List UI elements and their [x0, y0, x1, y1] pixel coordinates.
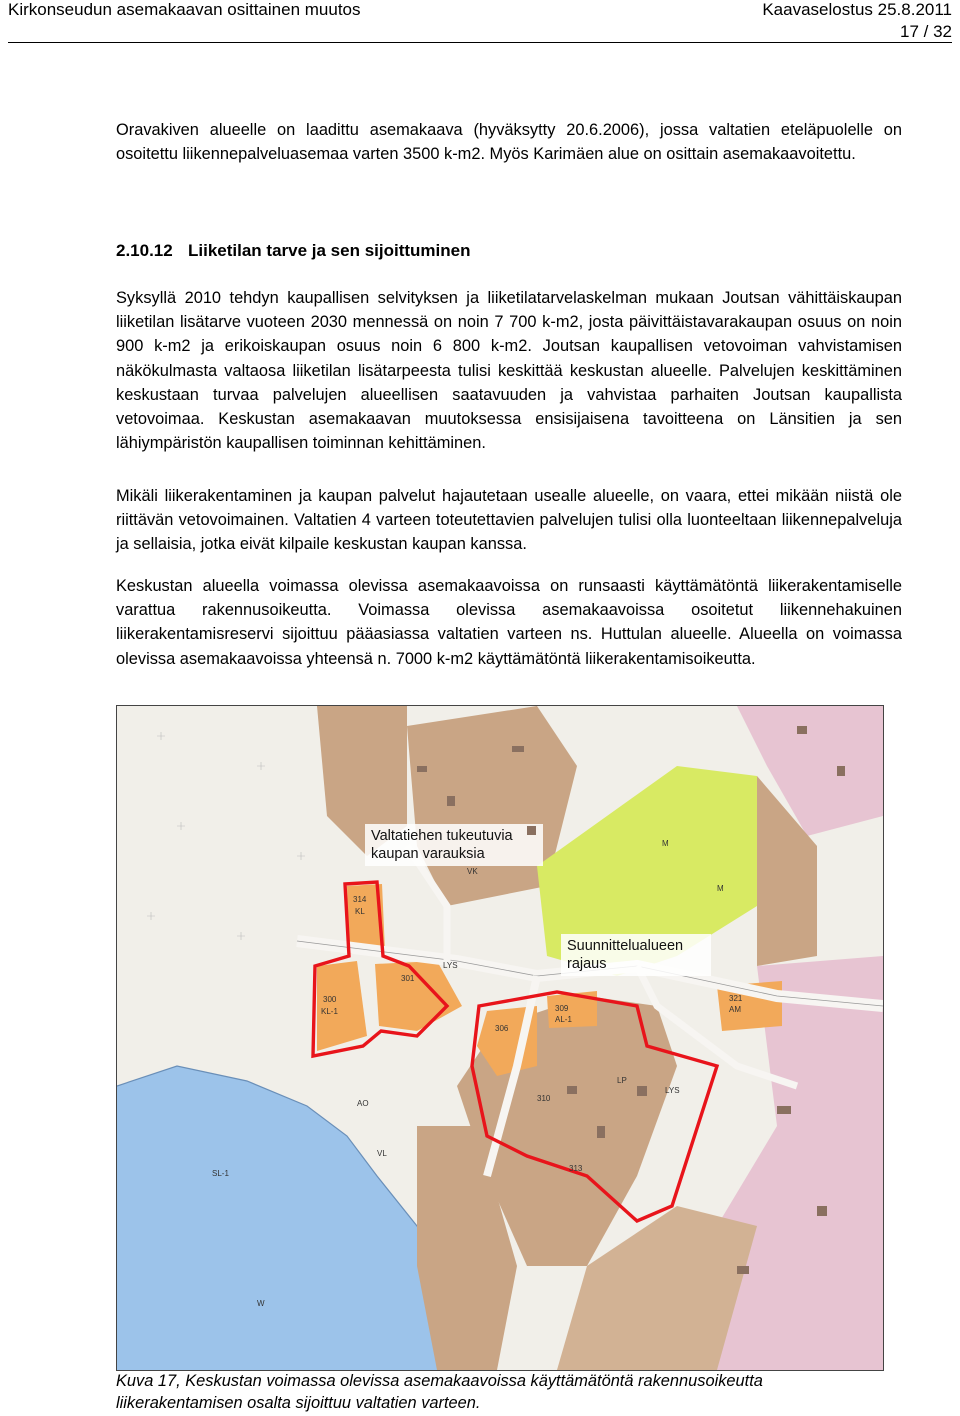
label-lys-1: LYS — [443, 961, 458, 970]
paragraph-liiketila: Syksyllä 2010 tehdyn kaupallisen selvityksen ja liiketilatarvelaskelman mukaan Joutsan vähittäiskaupan liiketilan lisätarve vuoteen 2030 mennessä on noin 7 700 k-m2, josta päivittäistavarakaupan osuus on noin 900 k-m2 ja erikoiskaupan osuus noin 6 800 k-m2. Joutsan kaupallisen vetovoiman vahvistamisen näkökulmasta valtaosa liiketilan lisätarpeesta tulisi keskittää keskustan alueelle. Palvelujen keskittäminen keskustaan turvaa palvelujen alueellisen saatavuuden ja vahvistaa parhaiten Joutsan kaupallista vetovoimaa. Keskustan asemakaavan muutoksessa ensisijaisena tavoitteena on Länsitien ja sen lähiympäristön kaupallisen toiminnan kehittäminen. — [116, 289, 902, 453]
section-number: 2.10.12 — [116, 241, 173, 260]
label-m-2: M — [717, 884, 724, 893]
label-lp: LP — [617, 1076, 627, 1085]
zoning-map — [117, 706, 883, 1370]
section-heading — [116, 241, 902, 261]
caption-line-1: Kuva 17, Keskustan voimassa olevissa asemakaavoissa käyttämätöntä rakennusoikeutta — [116, 1372, 763, 1390]
label-vl: VL — [377, 1149, 387, 1158]
label-309: 309 — [555, 1004, 569, 1013]
label-w: W — [257, 1299, 265, 1308]
label-m-1: M — [662, 839, 669, 848]
label-300: 300 — [323, 995, 337, 1004]
document-title: Kirkonseudun asemakaavan osittainen muutos — [8, 0, 361, 19]
page-header — [8, 0, 952, 43]
callout-2-line1: Suunnittelualueen — [567, 938, 684, 954]
label-al1: AL-1 — [555, 1015, 572, 1024]
caption-line-2: liikerakentamisen osalta sijoittuu valtatien varteen. — [116, 1394, 481, 1412]
callout-2-line2: rajaus — [567, 956, 607, 972]
figure-caption — [116, 1370, 906, 1414]
label-321: 321 — [729, 994, 743, 1003]
callout-1-line2: kaupan varauksia — [371, 846, 485, 862]
section-title: Liiketilan tarve ja sen sijoittuminen — [188, 241, 471, 260]
label-313: 313 — [569, 1164, 583, 1173]
label-310: 310 — [537, 1094, 551, 1103]
label-sl1: SL-1 — [212, 1169, 229, 1178]
label-am: AM — [729, 1005, 741, 1014]
label-314: 314 — [353, 895, 367, 904]
document-date: Kaavaselostus 25.8.2011 — [762, 0, 952, 19]
paragraph-rakennusoikeus: Keskustan alueella voimassa olevissa asemakaavoissa on runsaasti käyttämätöntä liikerakentamiselle varattua rakennusoikeutta. Voimassa olevissa asemakaavoissa osoitetut liikennehakuinen liikerakentamisreservi sijoittuu pääasiassa valtatien varteen ns. Huttulan alueelle. Alueella on voimassa olevissa asemakaavoissa yhteensä n. 7000 k-m2 käyttämätöntä liikerakentamisoikeutta. — [116, 577, 902, 668]
zoning-map-figure — [116, 705, 884, 1371]
label-kl: KL — [355, 907, 365, 916]
paragraph-hajautus: Mikäli liikerakentaminen ja kaupan palvelut hajautetaan usealle alueelle, on vaara, ettei mikään niistä ole riittävän vetovoimainen. Valtatien 4 varteen toteutettavien palvelujen tulisi olla luonteeltaan liikennepalveluja ja sellaisia, jotka eivät kilpaile keskustan kaupan kanssa. — [116, 487, 902, 554]
callout-1-line1: Valtatiehen tukeutuvia — [371, 828, 513, 844]
page-number: 17 / 32 — [900, 22, 952, 41]
label-kl1: KL-1 — [321, 1007, 338, 1016]
label-vk: VK — [467, 867, 478, 876]
label-ao: AO — [357, 1099, 369, 1108]
paragraph-oravakivi: Oravakiven alueelle on laadittu asemakaava (hyväksytty 20.6.2006), jossa valtatien eteläpuolelle on osoitettu liikennepalveluasemaa varten 3500 k-m2. Myös Karimäen alue on osittain asemakaavoitettu. — [116, 121, 902, 164]
label-306: 306 — [495, 1024, 509, 1033]
label-301: 301 — [401, 974, 415, 983]
label-lys-2: LYS — [665, 1086, 680, 1095]
